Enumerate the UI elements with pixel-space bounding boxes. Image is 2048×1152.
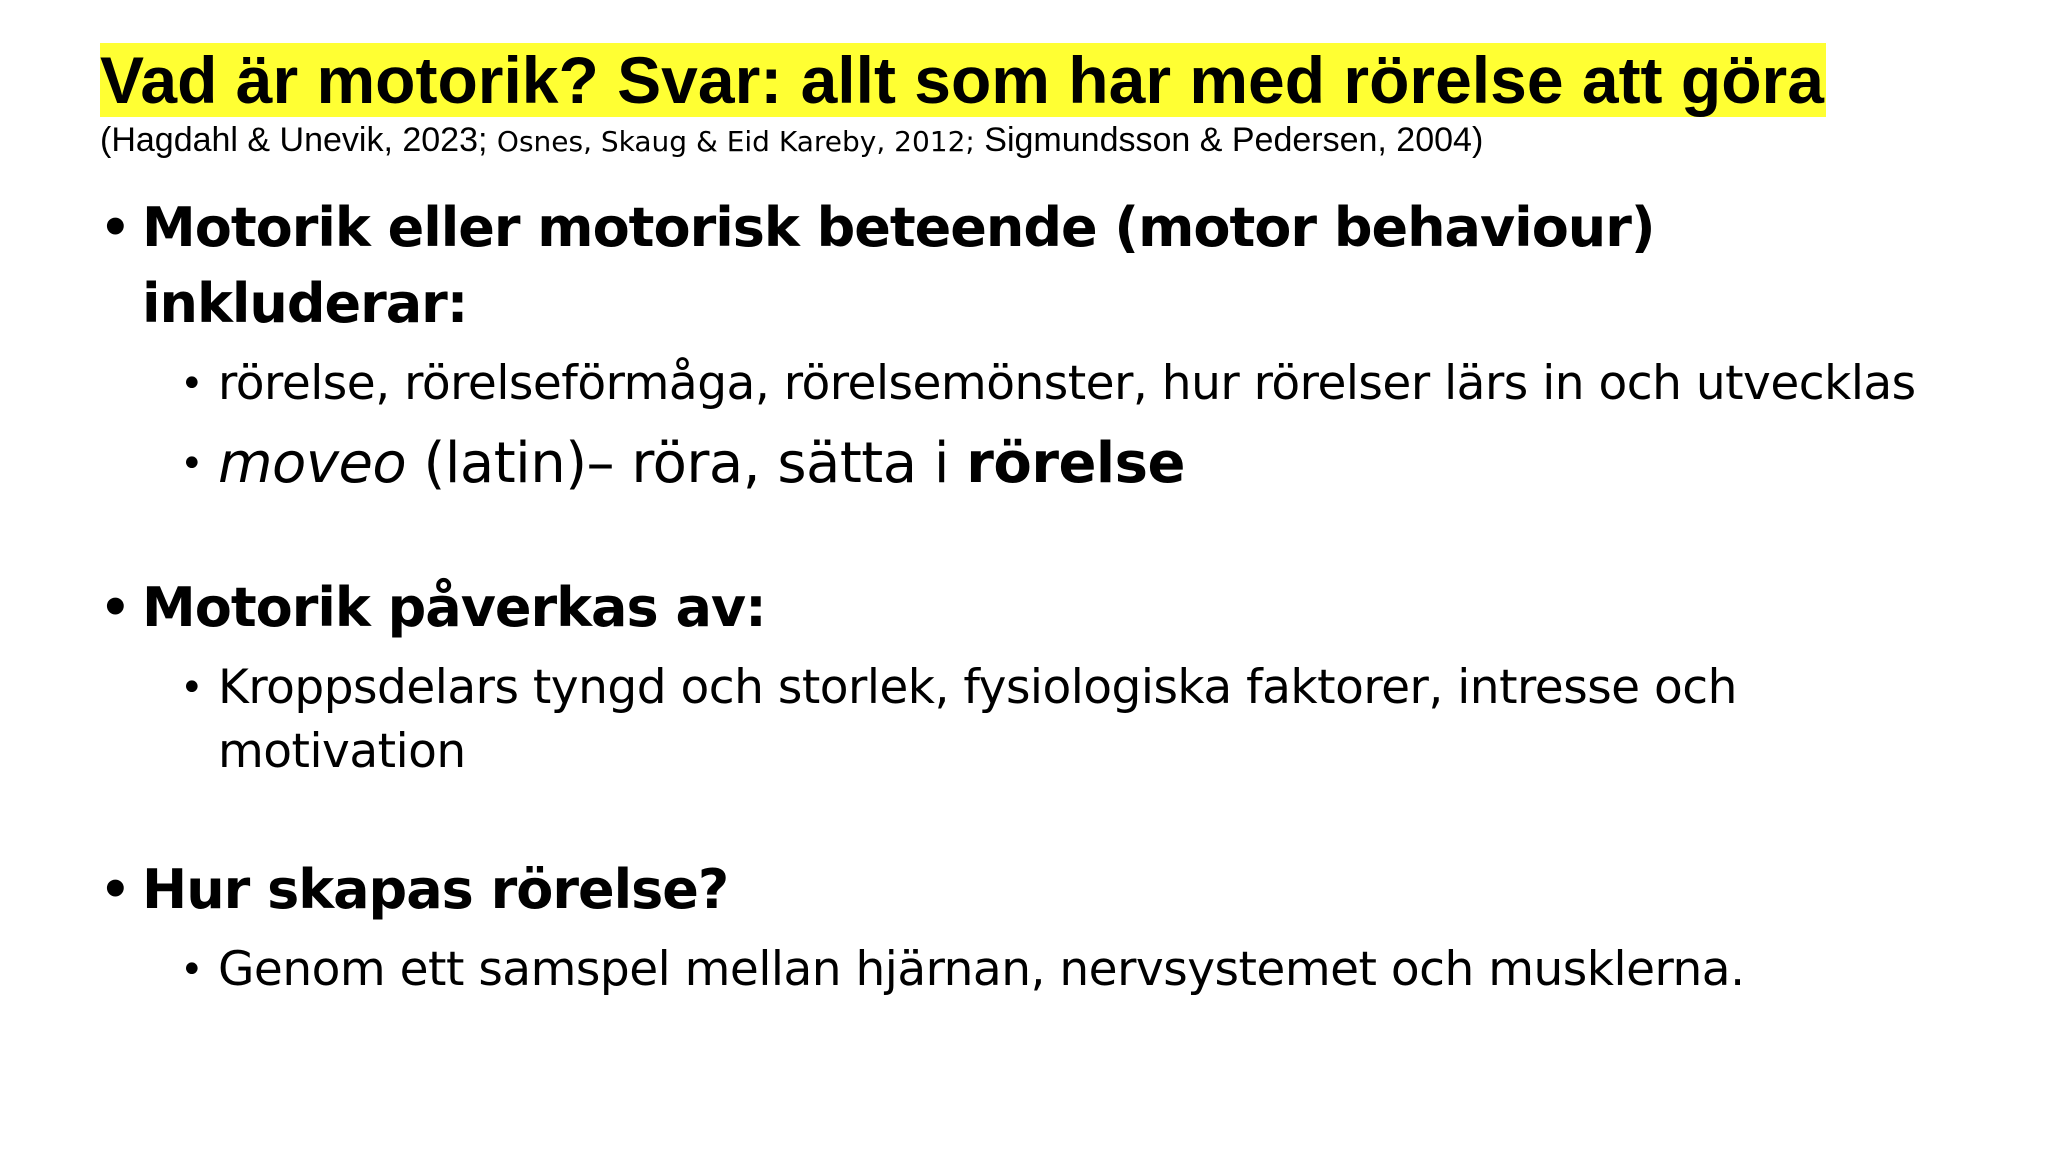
bullet-icon: • [100, 200, 130, 256]
reference-part-2: Osnes, Skaug & Eid Kareby, 2012; [496, 125, 975, 158]
section-heading-text: Motorik eller motorisk beteende (motor behaviour) inkluderar: [142, 196, 1655, 335]
slide-body [100, 190, 1980, 1002]
list-item [180, 426, 1980, 502]
bullet-icon: • [100, 862, 130, 918]
reference-part-3: Sigmundsson & Pedersen, 2004) [974, 121, 1484, 159]
reference-part-1: (Hagdahl & Unevik, 2023; [100, 121, 497, 159]
section-heading-motorik-paverkas [100, 570, 1980, 646]
list-item-text: Genom ett samspel mellan hjärnan, nervsystemet och musklerna. [218, 942, 1745, 997]
list-item-text: rörelse, rörelseförmåga, rörelsemönster, hur rörelser lärs in och utvecklas [218, 356, 1916, 411]
section-heading-hur-skapas [100, 852, 1980, 928]
list-item [180, 352, 1980, 416]
section-heading-text: Hur skapas rörelse? [142, 858, 729, 921]
bullet-icon: • [180, 441, 204, 487]
section-heading-text: Motorik påverkas av: [142, 576, 766, 639]
bullet-icon: • [180, 361, 204, 407]
bullet-icon: • [180, 665, 204, 711]
section-heading-motorik-inkluderar [100, 190, 1980, 342]
list-item [180, 656, 1980, 784]
slide-title [100, 44, 1826, 116]
emphasis-word: rörelse [966, 431, 1185, 496]
list-item-text: Kroppsdelars tyngd och storlek, fysiologiska faktorer, intresse och motivation [218, 660, 1737, 779]
bullet-icon: • [100, 580, 130, 636]
references [100, 118, 1483, 164]
list-item [180, 938, 1980, 1002]
title-highlight: Vad är motorik? Svar: allt som har med rörelse att göra [100, 43, 1824, 117]
latin-word: moveo [218, 431, 407, 496]
list-item-text: (latin)– röra, sätta i [406, 431, 967, 496]
bullet-icon: • [180, 947, 204, 993]
